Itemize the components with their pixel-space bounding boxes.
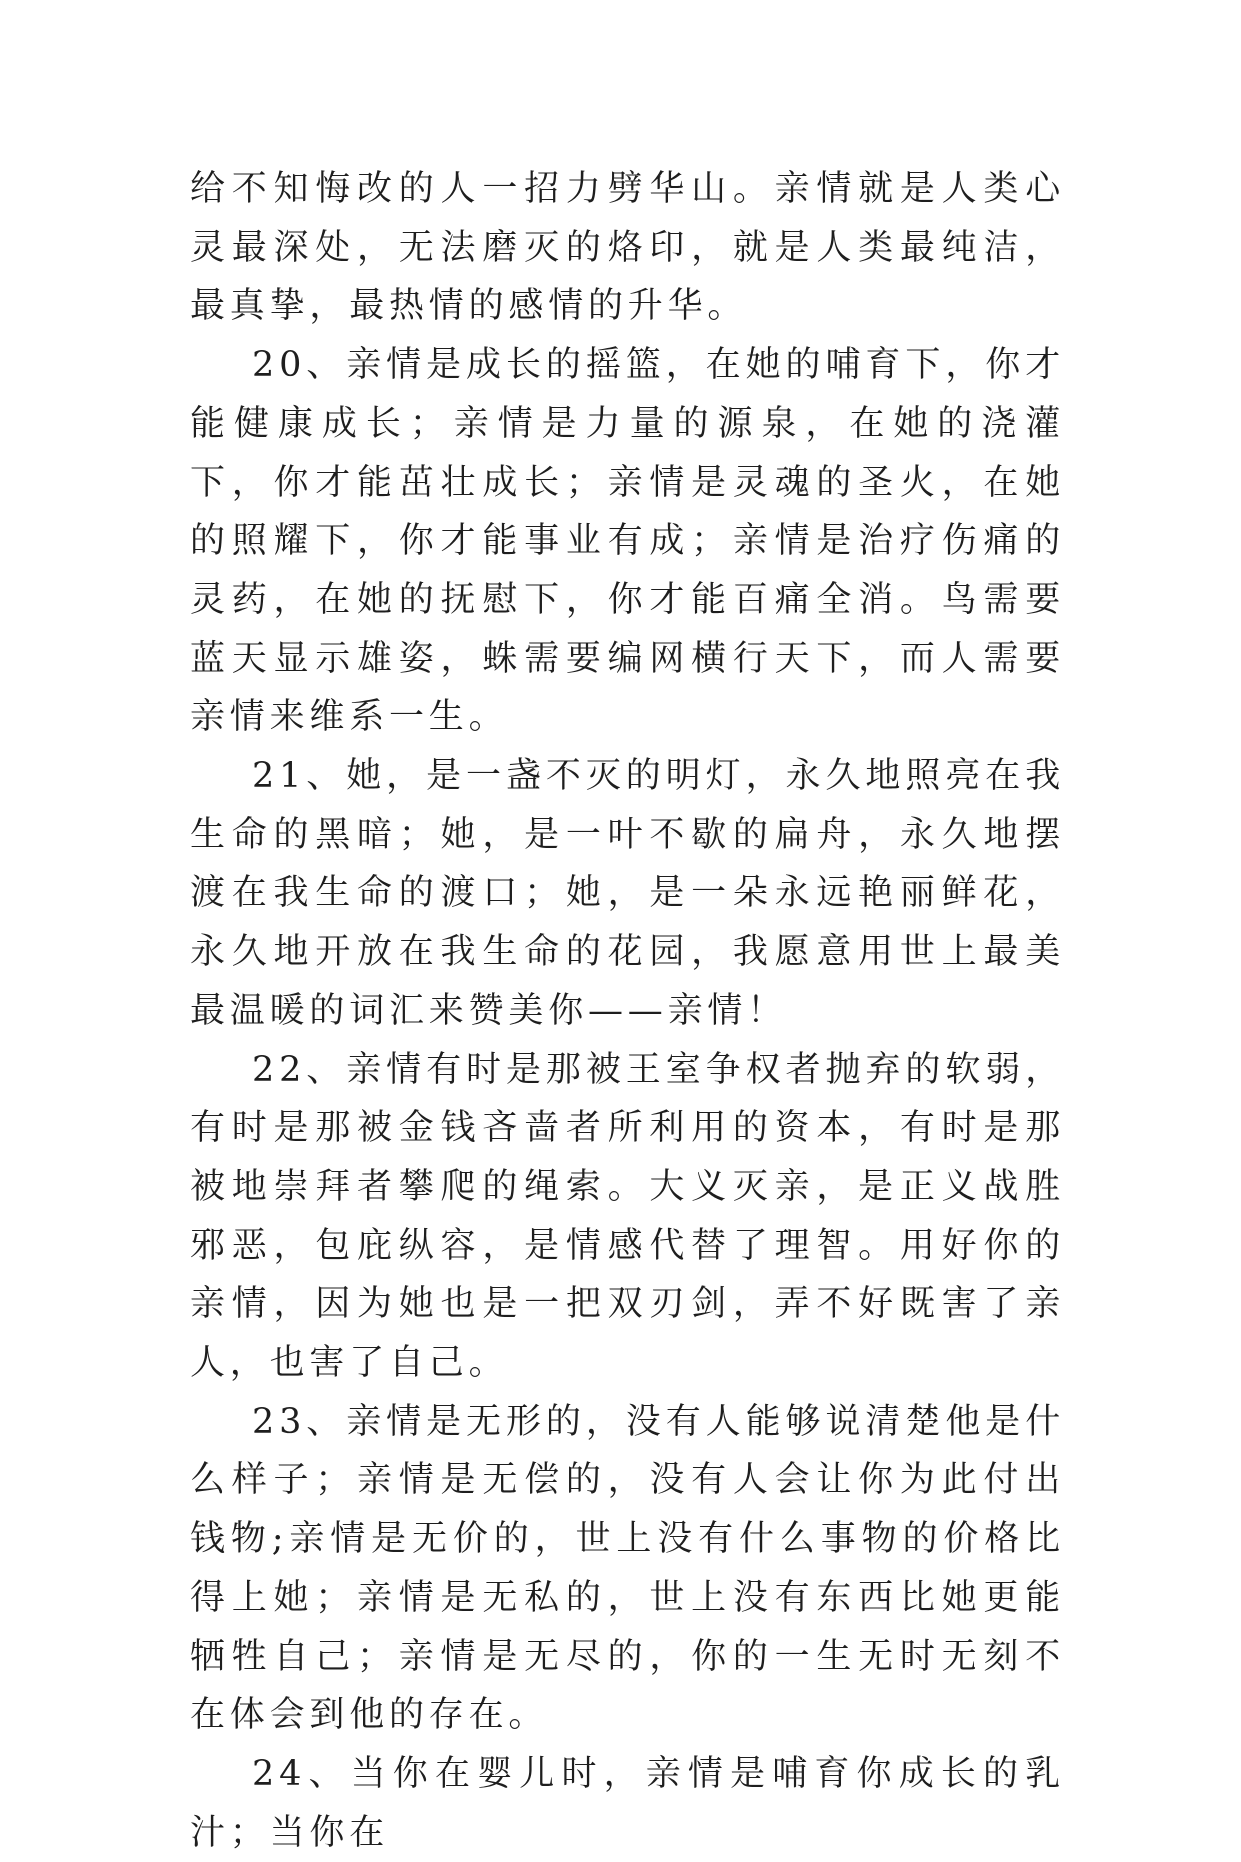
paragraph-item-21: 21、她，是一盏不灭的明灯，永久地照亮在我生命的黑暗；她，是一叶不歇的扁舟，永久地摆渡在我生命的渡口；她，是一朵永远艳丽鲜花，永久地开放在我生命的花园，我愿意用世上最美最温暖的词汇来赞美你——亲情！ (190, 756, 1065, 1031)
paragraph-item-22: 22、亲情有时是那被王室争权者抛弃的软弱，有时是那被金钱吝啬者所利用的资本，有时是那被地崇拜者攀爬的绳索。大义灭亲，是正义战胜邪恶，包庇纵容，是情感代替了理智。用好你的亲情，因为她也是一把双刃剑，弄不好既害了亲人，也害了自己。 (190, 1049, 1065, 1384)
paragraph-item-24: 24、当你在婴儿时，亲情是哺育你成长的乳汁；当你在 (190, 1753, 1065, 1853)
paragraph-item-20: 20、亲情是成长的摇篮，在她的哺育下，你才能健康成长；亲情是力量的源泉，在她的浇灌下，你才能茁壮成长；亲情是灵魂的圣火，在她的照耀下，你才能事业有成；亲情是治疗伤痛的灵药，在她的抚慰下，你才能百痛全消。鸟需要蓝天显示雄姿，蛛需要编网横行天下，而人需要亲情来维系一生。 (190, 345, 1065, 738)
paragraph-item-23: 23、亲情是无形的，没有人能够说清楚他是什么样子；亲情是无偿的，没有人会让你为此付出钱物;亲情是无价的，世上没有什么事物的价格比得上她；亲情是无私的，世上没有东西比她更能牺牲自己；亲情是无尽的，你的一生无时无刻不在体会到他的存在。 (190, 1401, 1065, 1736)
document-body (190, 160, 1065, 1862)
paragraph-continuation: 给不知悔改的人一招力劈华山。亲情就是人类心灵最深处，无法磨灭的烙印，就是人类最纯洁，最真挚，最热情的感情的升华。 (190, 169, 1065, 327)
